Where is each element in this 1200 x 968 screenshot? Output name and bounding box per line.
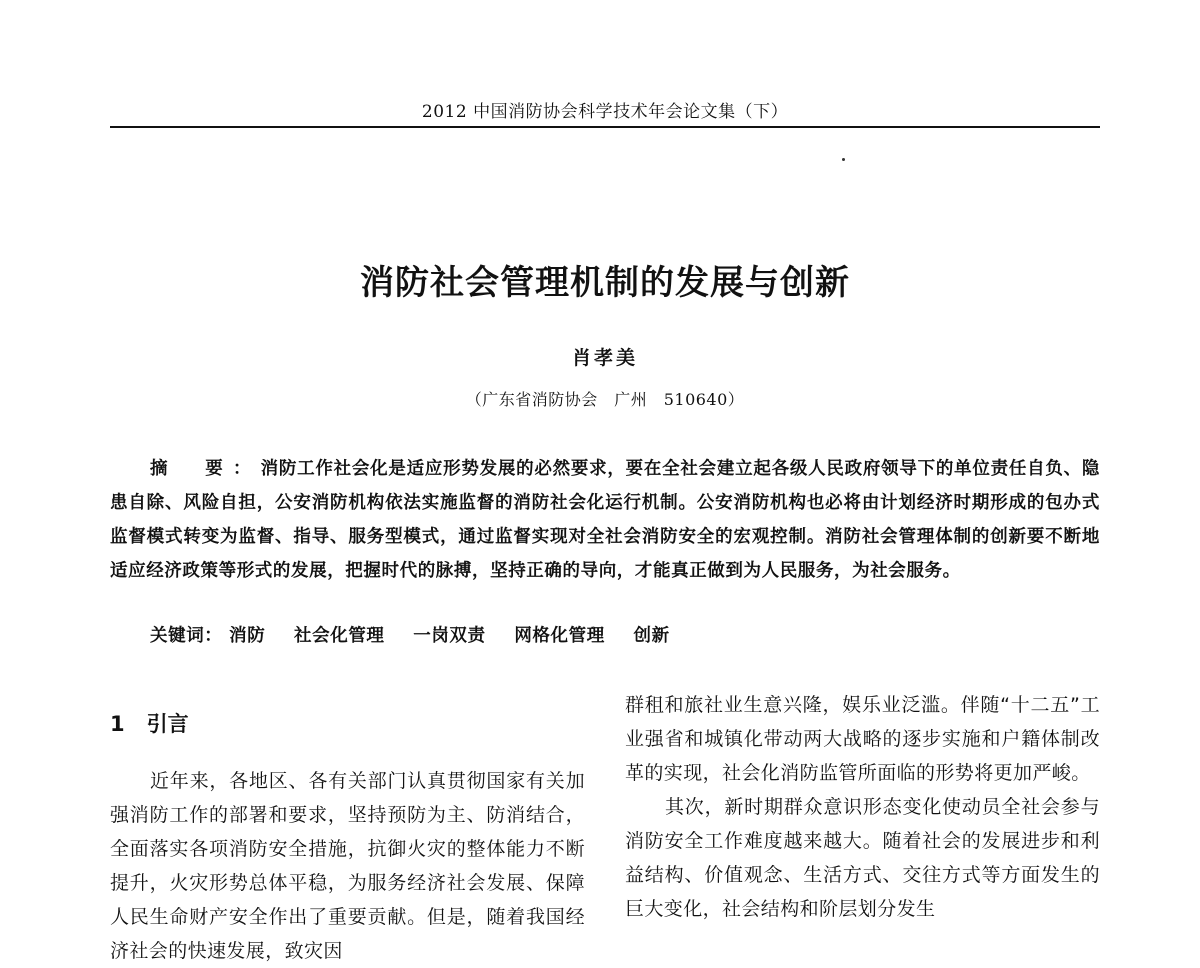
keyword: 消防 <box>229 626 266 646</box>
abstract <box>110 452 1100 588</box>
abstract-label: 摘 要： <box>150 459 261 479</box>
header-rule <box>110 126 1100 128</box>
keyword: 一岗双责 <box>413 626 486 646</box>
section-heading <box>110 708 585 738</box>
paragraph-continued: 群租和旅社业生意兴隆，娱乐业泛滥。伴随“十二五”工业强省和城镇化带动两大战略的逐步实施和户籍体制改革的实现，社会化消防监管所面临的形势将更加严峻。 <box>625 694 1100 784</box>
abstract-text: 消防工作社会化是适应形势发展的必然要求，要在全社会建立起各级人民政府领导下的单位责任自负、隐患自除、风险自担，公安消防机构依法实施监督的消防社会化运行机制。公安消防机构也必将由计划经济时期形成的包办式监督模式转变为监督、指导、服务型模式，通过监督实现对全社会消防安全的宏观控制。消防社会管理体制的创新要不断地适应经济政策等形式的发展，把握时代的脉搏，坚持正确的导向，才能真正做到为人民服务，为社会服务。 <box>110 459 1100 581</box>
intro-paragraph: 近年来，各地区、各有关部门认真贯彻国家有关加强消防工作的部署和要求，坚持预防为主、防消结合，全面落实各项消防安全措施，抗御火灾的整体能力不断提升，火灾形势总体平稳，为服务经济社会发展、保障人民生命财产安全作出了重要贡献。但是，随着我国经济社会的快速发展，致灾因 <box>110 770 585 962</box>
keyword: 创新 <box>633 626 670 646</box>
right-column <box>625 688 1100 926</box>
author-affiliation: （广东省消防协会 广州 510640） <box>465 390 745 409</box>
keywords-label: 关键词： <box>150 626 223 646</box>
paper-title: 消防社会管理机制的发展与创新 <box>360 263 850 303</box>
running-head: 2012 中国消防协会科学技术年会论文集（下） <box>421 102 789 122</box>
section-title: 引言 <box>146 712 189 736</box>
scan-speck <box>842 158 845 161</box>
keyword: 社会化管理 <box>294 626 385 646</box>
author-name: 肖孝美 <box>571 347 638 369</box>
keywords <box>150 622 1100 647</box>
paragraph: 其次，新时期群众意识形态变化使动员全社会参与消防安全工作难度越来越大。随着社会的发展进步和利益结构、价值观念、生活方式、交往方式等方面发生的巨大变化，社会结构和阶层划分发生 <box>625 796 1100 920</box>
left-column <box>110 700 585 968</box>
section-number: 1 <box>110 712 125 736</box>
keyword: 网格化管理 <box>514 626 605 646</box>
